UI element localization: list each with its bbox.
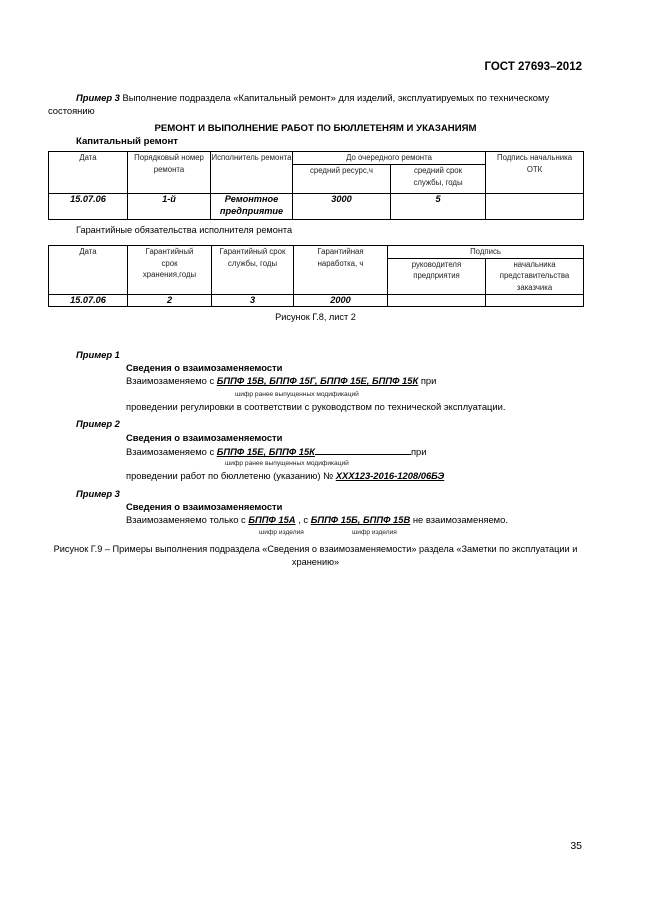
example-3-hint-1: шифр изделия: [259, 529, 304, 536]
example-2-value: БППФ 15Е, БППФ 15К: [216, 446, 315, 457]
repair-header-avg-resource: средний ресурс,ч: [293, 165, 391, 194]
example-1-line: [126, 375, 436, 386]
intro-text: Выполнение подраздела «Капитальный ремонт» для изделий, эксплуатируемых по техническому состоянию: [48, 92, 550, 116]
example-3-post: не взаимозаменяемо.: [410, 514, 508, 525]
example-1-tail: проведении регулировки в соответствии с руководством по технической эксплуатации.: [126, 401, 506, 412]
example-1-post: при: [418, 375, 437, 386]
repair-cell-executor: Ремонтное предприятие: [211, 194, 293, 220]
guarantee-header-signature-group: Подпись: [388, 246, 584, 259]
example-3-line: [126, 514, 508, 525]
example-1-label: Пример 1: [76, 349, 120, 360]
repair-cell-avg-storage: 5: [391, 194, 486, 220]
guarantee-header-sig-head: руководителя предприятия: [388, 258, 486, 294]
example-2-pre: Взаимозаменяемо с: [126, 446, 217, 457]
example-1-title: Сведения о взаимозаменяемости: [126, 362, 283, 373]
example-3-label: Пример 3: [76, 488, 120, 499]
example-3-pre: Взаимозаменяемо только с: [126, 514, 249, 525]
example-2-hint: шифр ранее выпущенных модификаций: [225, 460, 349, 467]
intro-label: Пример 3: [76, 92, 120, 103]
repair-table: [48, 151, 584, 220]
example-3-hint-2: шифр изделия: [352, 529, 397, 536]
guarantee-header-date: Дата: [49, 246, 128, 295]
example-2-post: при: [410, 446, 427, 457]
figure-g9-caption: Рисунок Г.9 – Примеры выполнения подраздела «Сведения о взаимозаменяемости» раздела «Заметки по эксплуатации и хранению»: [53, 544, 578, 567]
guarantee-cell-sig-head: [388, 294, 486, 307]
guarantee-title: Гарантийные обязательства исполнителя ремонта: [76, 225, 293, 235]
section-title: РЕМОНТ И ВЫПОЛНЕНИЕ РАБОТ ПО БЮЛЛЕТЕНЯМ И УКАЗАНИЯМ: [154, 123, 477, 134]
example-2-bulletin: XXX123-2016-1208/06БЭ: [335, 470, 445, 481]
guarantee-header-storage: Гарантийный срок хранения,годы: [128, 246, 212, 295]
example-2-blank-line: [315, 445, 411, 455]
guarantee-table: [48, 245, 584, 307]
repair-cell-avg-resource: 3000: [293, 194, 391, 220]
repair-header-date: Дата: [49, 152, 128, 194]
figure-g8-caption: Рисунок Г.8, лист 2: [275, 312, 356, 322]
guarantee-cell-service: 3: [212, 294, 294, 307]
repair-cell-order: 1-й: [128, 194, 211, 220]
repair-header-order: Порядковый номер ремонта: [128, 152, 211, 194]
page-number: 35: [570, 840, 582, 852]
repair-header-avg-storage: средний срок службы, годы: [391, 165, 486, 194]
standard-number: ГОСТ 27693–2012: [484, 61, 582, 73]
guarantee-cell-sig-customer: [486, 294, 584, 307]
repair-header-next-group: До очередного ремонта: [293, 152, 486, 165]
example-3-title: Сведения о взаимозаменяемости: [126, 501, 283, 512]
example-1-pre: Взаимозаменяемо с: [126, 375, 217, 386]
example-1-value: БППФ 15В, БППФ 15Г, БППФ 15Е, БППФ 15К: [216, 375, 419, 386]
guarantee-header-service: Гарантийный срок службы, годы: [212, 246, 294, 295]
example-3-value-2: БППФ 15Б, БППФ 15В: [310, 514, 411, 525]
example-3-mid: , с: [295, 514, 311, 525]
intro-paragraph: [48, 91, 583, 117]
example-2-tail: [126, 470, 444, 481]
guarantee-cell-hours: 2000: [294, 294, 388, 307]
repair-header-signature: Подпись начальника ОТК: [486, 152, 584, 194]
repair-cell-date: 15.07.06: [49, 194, 128, 220]
repair-header-executor: Исполнитель ремонта: [211, 152, 293, 194]
example-2-label: Пример 2: [76, 418, 120, 429]
repair-cell-signature: [486, 194, 584, 220]
guarantee-cell-date: 15.07.06: [49, 294, 128, 307]
guarantee-header-sig-customer: начальника представительства заказчика: [486, 258, 584, 294]
guarantee-header-hours: Гарантийная наработка, ч: [294, 246, 388, 295]
guarantee-cell-storage: 2: [128, 294, 212, 307]
example-2-title: Сведения о взаимозаменяемости: [126, 432, 283, 443]
example-2-tail-pre: проведении работ по бюллетеню (указанию) №: [126, 470, 336, 481]
example-3-value-1: БППФ 15А: [248, 514, 296, 525]
example-2-line: [126, 445, 426, 457]
example-1-hint: шифр ранее выпущенных модификаций: [235, 391, 359, 398]
repair-title: Капитальный ремонт: [76, 136, 178, 147]
